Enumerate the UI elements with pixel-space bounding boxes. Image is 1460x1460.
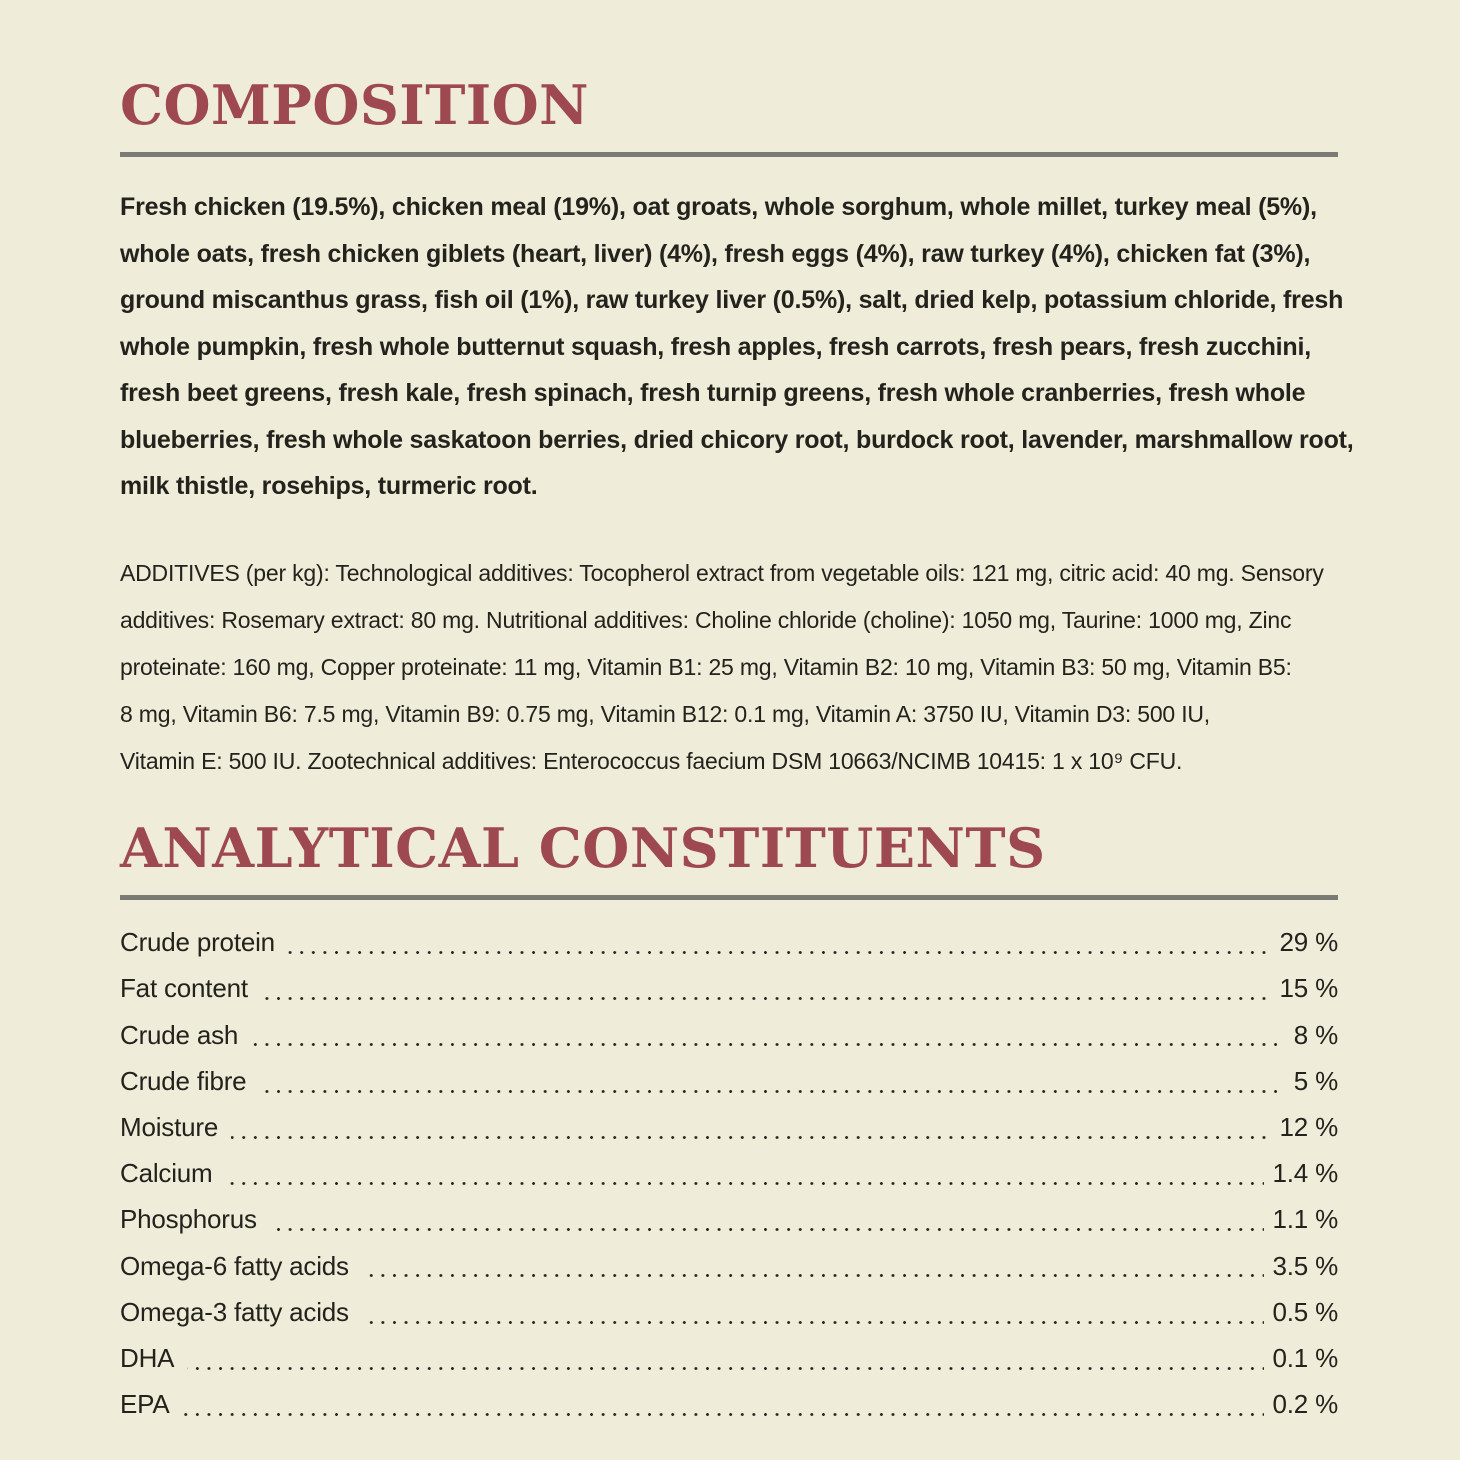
analytical-row — [120, 1058, 1338, 1104]
analytical-row — [120, 1335, 1338, 1381]
analytical-row — [120, 1243, 1338, 1289]
composition-section — [120, 73, 1354, 785]
analytical-value: 0.1 % — [1264, 1335, 1339, 1381]
analytical-row — [120, 919, 1338, 965]
analytical-label: Crude fibre — [120, 1058, 259, 1104]
additives-line: Vitamin E: 500 IU. Zootechnical additives: Enterococcus faecium DSM 10663/NCIMB 10415: 1 x 10⁹ CFU. — [120, 747, 1183, 774]
composition-title: COMPOSITION — [120, 73, 590, 137]
analytical-label: Fat content — [120, 965, 261, 1011]
ingredients-line: milk thistle, rosehips, turmeric root. — [120, 472, 538, 501]
analytical-label: Moisture — [120, 1104, 231, 1150]
analytical-value: 3.5 % — [1264, 1243, 1339, 1289]
ingredients-paragraph — [120, 184, 1354, 510]
ingredients-line: whole oats, fresh chicken giblets (heart, liver) (4%), fresh eggs (4%), raw turkey (4%), chicken fat (3%), — [120, 239, 1311, 268]
analytical-value: 12 % — [1271, 1104, 1338, 1150]
analytical-label: DHA — [120, 1335, 187, 1381]
additives-line: proteinate: 160 mg, Copper proteinate: 11 mg, Vitamin B1: 25 mg, Vitamin B2: 10 mg, Vitamin B3: 50 mg, Vitamin B5: — [120, 653, 1292, 680]
analytical-value: 15 % — [1271, 965, 1338, 1011]
analytical-value: 29 % — [1271, 919, 1338, 965]
analytical-label: Calcium — [120, 1150, 226, 1196]
additives-paragraph — [120, 550, 1338, 785]
section-divider — [120, 152, 1338, 157]
analytical-row — [120, 1104, 1338, 1150]
ingredients-line: fresh beet greens, fresh kale, fresh spinach, fresh turnip greens, fresh whole cranberries, fresh whole — [120, 379, 1306, 408]
analytical-label: Crude ash — [120, 1012, 251, 1058]
ingredients-line: blueberries, fresh whole saskatoon berries, dried chicory root, burdock root, lavender, marshmallow root, — [120, 425, 1354, 454]
analytical-table — [120, 919, 1338, 1427]
analytical-row — [120, 1150, 1338, 1196]
analytical-label: Omega-6 fatty acids — [120, 1243, 362, 1289]
analytical-value: 0.2 % — [1264, 1381, 1339, 1427]
additives-line: ADDITIVES (per kg): Technological additives: Tocopherol extract from vegetable oils: 121 mg, citric acid: 40 mg. Sensory — [120, 559, 1324, 586]
analytical-value: 5 % — [1285, 1058, 1338, 1104]
analytical-label: Crude protein — [120, 919, 288, 965]
analytical-row — [120, 1381, 1338, 1427]
additives-line: additives: Rosemary extract: 80 mg. Nutritional additives: Choline chloride (choline): 1050 mg, Taurine: 1000 mg, Zinc — [120, 606, 1292, 633]
analytical-value: 8 % — [1285, 1012, 1338, 1058]
section-divider — [120, 895, 1338, 900]
analytical-value: 1.4 % — [1264, 1150, 1339, 1196]
analytical-label: EPA — [120, 1381, 183, 1427]
analytical-label: Phosphorus — [120, 1196, 270, 1242]
analytical-row — [120, 965, 1338, 1011]
ingredients-line: Fresh chicken (19.5%), chicken meal (19%), oat groats, whole sorghum, whole millet, turkey meal (5%), — [120, 193, 1317, 222]
additives-line: 8 mg, Vitamin B6: 7.5 mg, Vitamin B9: 0.75 mg, Vitamin B12: 0.1 mg, Vitamin A: 3750 IU, Vitamin D3: 500 IU, — [120, 700, 1210, 727]
ingredients-line: whole pumpkin, fresh whole butternut squash, fresh apples, fresh carrots, fresh pears, fresh zucchini, — [120, 332, 1311, 361]
analytical-title: ANALYTICAL CONSTITUENTS — [120, 815, 1046, 880]
analytical-row — [120, 1196, 1338, 1242]
analytical-label: Omega-3 fatty acids — [120, 1289, 362, 1335]
analytical-value: 0.5 % — [1264, 1289, 1339, 1335]
ingredients-line: ground miscanthus grass, fish oil (1%), raw turkey liver (0.5%), salt, dried kelp, potassium chloride, fresh — [120, 286, 1344, 315]
analytical-row — [120, 1289, 1338, 1335]
analytical-section — [120, 815, 1338, 1427]
analytical-row — [120, 1012, 1338, 1058]
analytical-value: 1.1 % — [1264, 1196, 1339, 1242]
